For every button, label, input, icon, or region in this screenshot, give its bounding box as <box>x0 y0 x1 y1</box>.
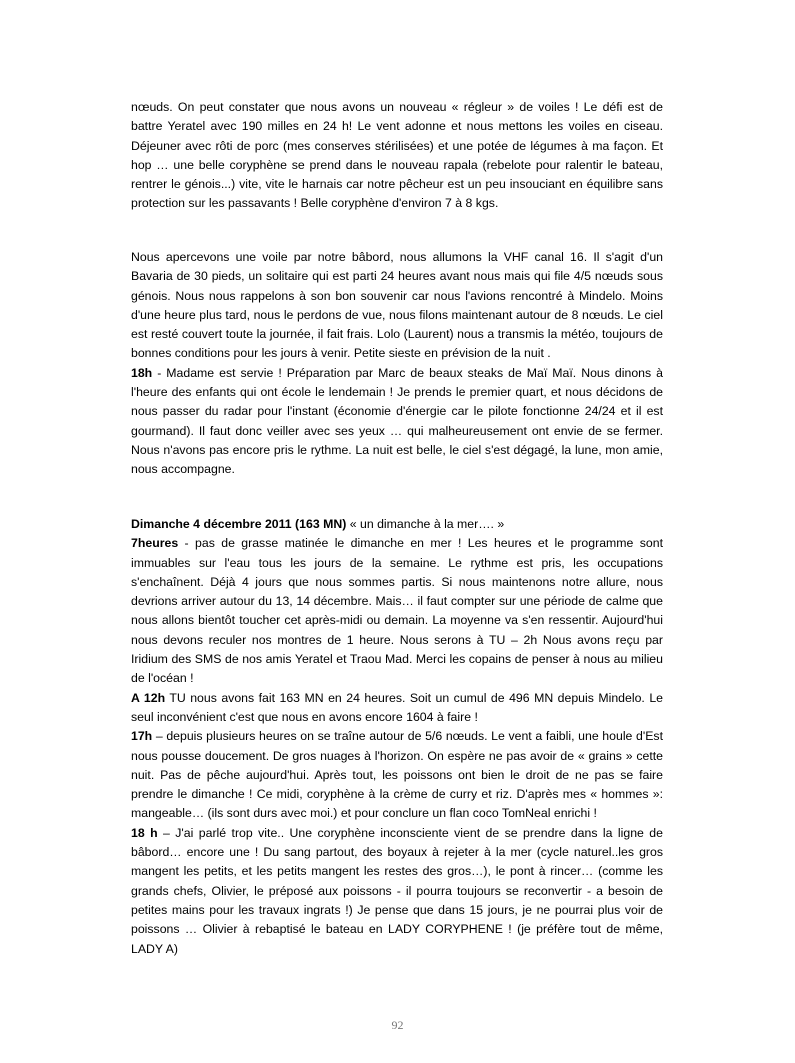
paragraph <box>131 534 663 688</box>
page-number: 92 <box>391 1018 404 1032</box>
time-heading: 18h <box>131 365 153 380</box>
paragraph <box>131 364 663 480</box>
paragraph <box>131 824 663 959</box>
paragraph <box>131 689 663 728</box>
text-run: « un dimanche à la mer…. » <box>346 517 505 531</box>
text-run: TU nous avons fait 163 MN en 24 heures. Soit un cumul de 496 MN depuis Mindelo. Le seul inconvénient c'est que nous en avons encore 1604 à faire ! <box>131 690 663 724</box>
paragraph-block-2 <box>131 248 663 480</box>
day-heading: Dimanche 4 décembre 2011 (163 MN) <box>131 517 347 531</box>
time-heading: 7heures <box>131 536 179 551</box>
time-heading: 18 h <box>131 825 158 840</box>
text-run: – depuis plusieurs heures on se traîne autour de 5/6 nœuds. Le vent a faibli, une houle d'Est nous pousse doucement. De gros nuages à l'horizon. On espère ne pas avoir de « grains » cette nuit. Pas de pêche aujourd'hui. Après tout, les poissons ont bien le droit de ne pas se faire prendre le dimanche ! Ce midi, coryphène à la crème de curry et riz. D'après mes « hommes »: mangeable… (ils sont durs avec moi.) et pour conclure un flan coco TomNeal enrichi ! <box>131 729 663 821</box>
paragraph <box>131 727 663 823</box>
paragraph <box>131 98 663 214</box>
time-heading: 17h <box>131 729 153 744</box>
text-run: - Madame est servie ! Préparation par Marc de beaux steaks de Maï Maï. Nous dinons à l'heure des enfants qui ont école le lendemain ! Je prends le premier quart, et nous décidons de nous passer du radar pour l'instant (économie d'énergie car le pilote fonctionne 24/24 et il est gourmand). Il faut donc veiller avec ses yeux … qui malheureusement ont envie de se fermer. Nous n'avons pas encore pris le rythme. La nuit est belle, le ciel s'est dégagé, la lune, mon amie, nous accompagne. <box>131 365 663 477</box>
paragraph-block-1 <box>131 98 663 214</box>
paragraph-block-3 <box>131 515 663 959</box>
text-run: – J'ai parlé trop vite.. Une coryphène inconsciente vient de se prendre dans la ligne de bâbord… encore une ! Du sang partout, des boyaux à rejeter à la mer (cycle naturel..les gros mangent les petits, et les petits mangent les restes des gros…), le pont à rincer… (comme les grands chefs, Olivier, le préposé aux poissons - il pourra toujours se reconvertir - a besoin de petites mains pour les travaux ingrats !) Je pense que dans 15 jours, je ne pourrai plus voir de poissons … Olivier à rebaptisé le bateau en LADY CORYPHENE ! (je préfère tout de même, LADY A) <box>131 825 663 956</box>
text-run: Nous apercevons une voile par notre bâbord, nous allumons la VHF canal 16. Il s'agit d'un Bavaria de 30 pieds, un solitaire qui est parti 24 heures avant nous mais qui file 4/5 nœuds sous génois. Nous nous rappelons à son bon souvenir car nous l'avions rencontré à Mindelo. Moins d'une heure plus tard, nous le perdons de vue, nous filons maintenant autour de 8 nœuds. Le ciel est resté couvert toute la journée, il fait frais. Lolo (Laurent) nous a transmis la météo, toujours de bonnes conditions pour les jours à venir. Petite sieste en prévision de la nuit . <box>131 250 663 361</box>
text-run: nœuds. On peut constater que nous avons un nouveau « régleur » de voiles ! Le défi est de battre Yeratel avec 190 milles en 24 h! Le vent adonne et nous mettons les voiles en ciseau. Déjeuner avec rôti de porc (mes conserves stérilisées) et une potée de légumes à ma façon. Et hop … une belle coryphène se prend dans le nouveau rapala (rebelote pour ralentir le bateau, rentrer le génois...) vite, vite le harnais car notre pêcheur est un peu insouciant en équilibre sans protection sur les passavants ! Belle coryphène d'environ 7 à 8 kgs. <box>131 100 663 211</box>
text-run: - pas de grasse matinée le dimanche en mer ! Les heures et le programme sont immuables sur l'eau tous les jours de la semaine. Le rythme est pris, les occupations s'enchaînent. Déjà 4 jours que nous sommes partis. Si nous maintenons notre allure, nous devrions arriver autour du 13, 14 décembre. Mais… il faut compter sur une période de calme que nous allons bientôt toucher cet après-midi ou demain. La moyenne va s'en ressentir. Aujourd'hui nous devons reculer nos montres de 1 heure. Nous serons à TU – 2h Nous avons reçu par Iridium des SMS de nos amis Yeratel et Traou Mad. Merci les copains de penser à nous au milieu de l'océan ! <box>131 536 663 686</box>
time-heading: A 12h <box>131 690 166 705</box>
paragraph <box>131 248 663 364</box>
paragraph <box>131 515 663 534</box>
